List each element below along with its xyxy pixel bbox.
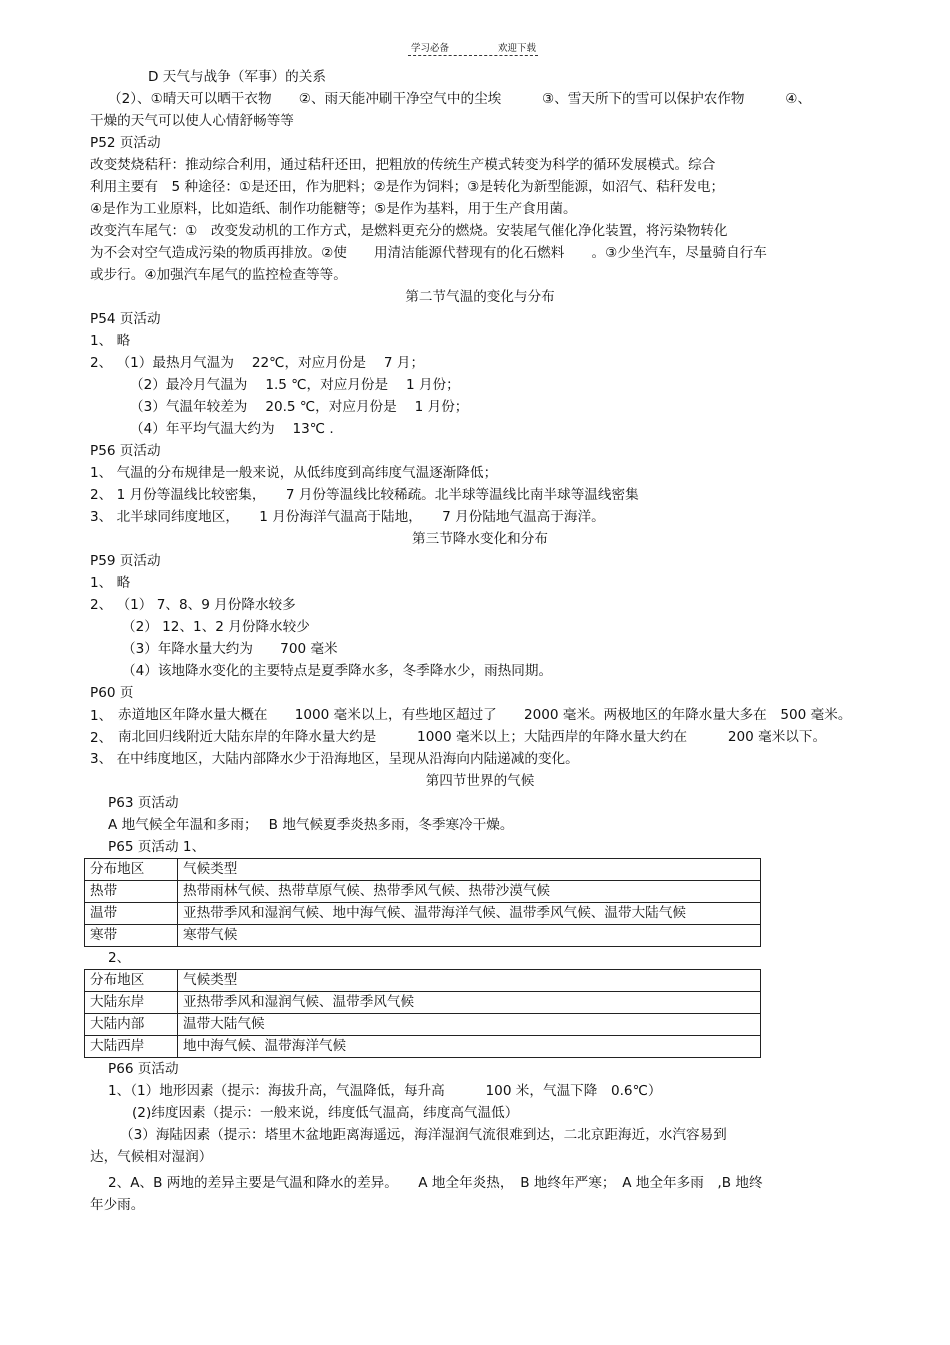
section-title: 第四节世界的气候 bbox=[425, 773, 535, 789]
text-line: 干燥的天气可以使人心情舒畅等等 bbox=[90, 113, 294, 129]
table-cell: 温带 bbox=[85, 903, 178, 925]
table-cell: 热带雨林气候、热带草原气候、热带季风气候、热带沙漠气候 bbox=[178, 881, 761, 903]
header-right: 欢迎下载 bbox=[498, 43, 537, 54]
table-header-row bbox=[85, 970, 761, 992]
section-label: P54 页活动 bbox=[90, 311, 161, 327]
text-line: （3）海陆因素（提示：塔里木盆地距离海遥远，海洋湿润气流很难到达，二北京距海近，水汽容易到 bbox=[120, 1127, 727, 1143]
table-cell: 热带 bbox=[85, 881, 178, 903]
table-cell: 地中海气候、温带海洋气候 bbox=[178, 1036, 761, 1058]
text-line: 3、 在中纬度地区，大陆内部降水少于沿海地区，呈现从沿海向内陆递减的变化。 bbox=[90, 751, 579, 767]
section-title: 第三节降水变化和分布 bbox=[412, 531, 548, 547]
climate-table-coasts bbox=[84, 969, 761, 1058]
table-cell: 大陆内部 bbox=[85, 1014, 178, 1036]
text-line: （2） 12、1、2 月份降水较少 bbox=[122, 619, 310, 635]
table-header-cell: 气候类型 bbox=[178, 970, 761, 992]
section-label: P56 页活动 bbox=[90, 443, 161, 459]
text-line: （2）、①晴天可以晒干衣物 ②、雨天能冲刷干净空气中的尘埃 ③、雪天所下的雪可以保护农作物 ④、 bbox=[108, 91, 812, 107]
text-line: 改变汽车尾气：① 改变发动机的工作方式，是燃料更充分的燃烧。安装尾气催化净化装置，将污染物转化 bbox=[90, 223, 728, 239]
text-line: 3、 北半球同纬度地区， 1 月份海洋气温高于陆地， 7 月份陆地气温高于海洋。 bbox=[90, 509, 605, 525]
text-line: 2、 （1） 7、8、9 月份降水较多 bbox=[90, 597, 296, 613]
text-line: D 天气与战争（军事）的关系 bbox=[148, 69, 326, 85]
table-cell: 大陆东岸 bbox=[85, 992, 178, 1014]
text-line: 达，气候相对湿润） bbox=[90, 1149, 213, 1165]
table-cell: 寒带气候 bbox=[178, 925, 761, 947]
table-row bbox=[85, 925, 761, 947]
table-row bbox=[85, 881, 761, 903]
table-cell: 亚热带季风和湿润气候、地中海气候、温带海洋气候、温带季风气候、温带大陆气候 bbox=[178, 903, 761, 925]
table-header-cell: 分布地区 bbox=[85, 859, 178, 881]
text-line: 2、 （1）最热月气温为 22℃，对应月份是 7 月； bbox=[90, 355, 425, 371]
text-line: 利用主要有 5 种途径：①是还田，作为肥料；②是作为饲料；③是转化为新型能源，如沼气、秸秆发电； bbox=[90, 179, 725, 195]
table-cell: 亚热带季风和湿润气候、温带季风气候 bbox=[178, 992, 761, 1014]
document-body bbox=[90, 66, 870, 1216]
item-number: 1、 bbox=[90, 708, 113, 724]
text-line: 1、 略 bbox=[90, 333, 131, 349]
text-line: 年少雨。 bbox=[90, 1197, 145, 1213]
text-line: 2、A、B 两地的差异主要是气温和降水的差异。 A 地全年炎热， B 地终年严寒； A 地全年多雨 ,B 地终 bbox=[108, 1175, 763, 1191]
text-line: ④是作为工业原料，比如造纸、制作功能糖等；⑤是作为基料，用于生产食用菌。 bbox=[90, 201, 577, 217]
section-label: P52 页活动 bbox=[90, 135, 161, 151]
item-text: 赤道地区年降水量大概在 1000 毫米以上，有些地区超过了 2000 毫米。两极地区的年降水量大多在 500 毫米。 bbox=[118, 707, 852, 723]
section-label: P60 页 bbox=[90, 685, 134, 701]
table-row bbox=[85, 992, 761, 1014]
table-row bbox=[85, 903, 761, 925]
table-header-cell: 气候类型 bbox=[178, 859, 761, 881]
text-line: （3）年降水量大约为 700 毫米 bbox=[122, 641, 338, 657]
header-left: 学习必备 bbox=[411, 43, 450, 54]
table-header-row bbox=[85, 859, 761, 881]
item-number: 2、 bbox=[90, 730, 113, 746]
text-line: （2）最冷月气温为 1.5 ℃，对应月份是 1 月份； bbox=[130, 377, 460, 393]
text-line: 1、 略 bbox=[90, 575, 131, 591]
text-line: （4）该地降水变化的主要特点是夏季降水多，冬季降水少，雨热同期。 bbox=[122, 663, 553, 679]
text-line: A 地气候全年温和多雨； B 地气候夏季炎热多雨，冬季寒冷干燥。 bbox=[108, 817, 514, 833]
section-label: P59 页活动 bbox=[90, 553, 161, 569]
table-row bbox=[85, 1014, 761, 1036]
table-cell: 大陆西岸 bbox=[85, 1036, 178, 1058]
item-text: 南北回归线附近大陆东岸的年降水量大约是 1000 毫米以上；大陆西岸的年降水量大约在 200 毫米以下。 bbox=[118, 729, 827, 745]
section-label: P63 页活动 bbox=[108, 795, 179, 811]
table-cell: 温带大陆气候 bbox=[178, 1014, 761, 1036]
table-row bbox=[85, 1036, 761, 1058]
text-line: 1、 气温的分布规律是一般来说，从低纬度到高纬度气温逐渐降低； bbox=[90, 465, 498, 481]
header-rule bbox=[408, 55, 538, 56]
section-label: P65 页活动 1、 bbox=[108, 839, 206, 855]
text-line: 或步行。④加强汽车尾气的监控检查等等。 bbox=[90, 267, 347, 283]
text-line: 为不会对空气造成污染的物质再排放。②使 用清洁能源代替现有的化石燃料 。③少坐汽车，尽量骑自行车 bbox=[90, 245, 767, 261]
hanging-item bbox=[90, 704, 870, 726]
hanging-item bbox=[90, 726, 870, 748]
text-line: 2、 1 月份等温线比较密集， 7 月份等温线比较稀疏。北半球等温线比南半球等温线密集 bbox=[90, 487, 639, 503]
text-line: （4）年平均气温大约为 13℃ . bbox=[130, 421, 334, 437]
table-header-cell: 分布地区 bbox=[85, 970, 178, 992]
climate-table-zones bbox=[84, 858, 761, 947]
section-label: 2、 bbox=[108, 950, 131, 966]
text-line: （3）气温年较差为 20.5 ℃，对应月份是 1 月份； bbox=[130, 399, 469, 415]
table-cell: 寒带 bbox=[85, 925, 178, 947]
text-line: (2)纬度因素（提示：一般来说，纬度低气温高，纬度高气温低） bbox=[132, 1105, 519, 1121]
text-line: 改变焚烧秸秆：推动综合利用，通过秸秆还田，把粗放的传统生产模式转变为科学的循环发展模式。综合 bbox=[90, 157, 716, 173]
page-header bbox=[0, 40, 950, 60]
section-title: 第二节气温的变化与分布 bbox=[405, 289, 555, 305]
section-label: P66 页活动 bbox=[108, 1061, 179, 1077]
text-line: 1、（1）地形因素（提示：海拔升高，气温降低，每升高 100 米，气温下降 0.6℃） bbox=[108, 1083, 662, 1099]
